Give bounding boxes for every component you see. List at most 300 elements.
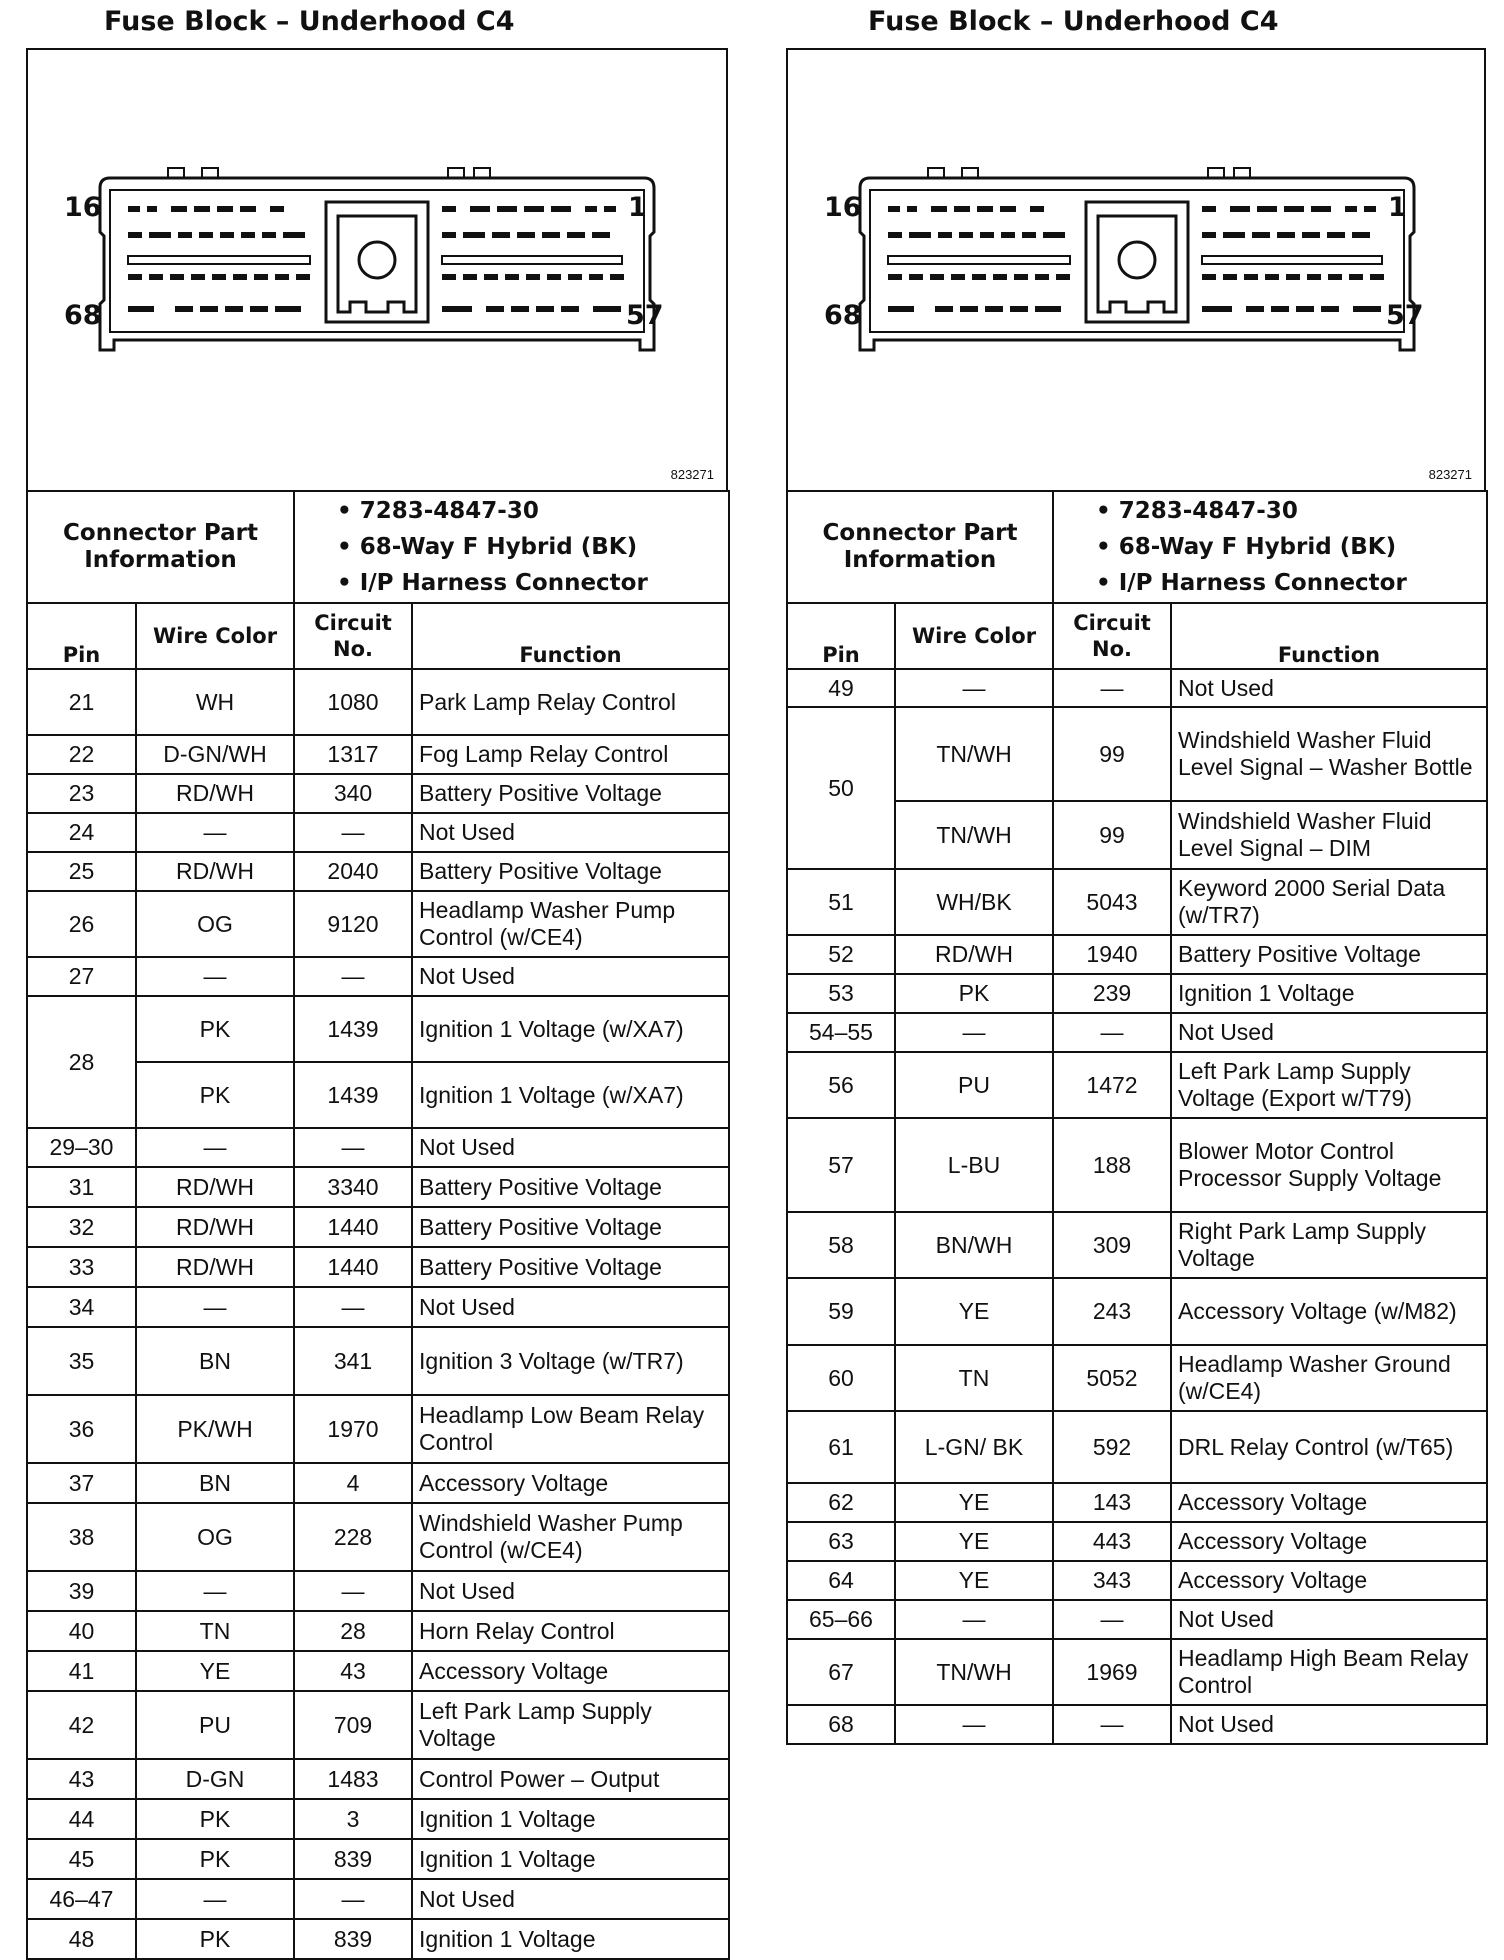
pin-cell: 40 <box>27 1611 136 1651</box>
pin-bar <box>442 256 622 264</box>
header-circuit-no: Circuit No. <box>1053 603 1171 669</box>
pin-slot <box>1286 274 1300 280</box>
pin-slot <box>888 232 902 238</box>
pin-slot <box>1010 306 1028 312</box>
function-cell: Blower Motor Control Processor Supply Voltage <box>1171 1118 1487 1212</box>
connector-face-drawing <box>788 50 1484 490</box>
circuit-cell: 5043 <box>1053 869 1171 935</box>
pin-slot <box>547 274 561 280</box>
function-cell: Accessory Voltage <box>412 1463 729 1503</box>
pin-bar <box>1202 256 1382 264</box>
pin-label-bottom-left: 68 <box>824 300 862 331</box>
pin-cell: 43 <box>27 1759 136 1799</box>
pin-cell: 37 <box>27 1463 136 1503</box>
pin-slot <box>275 306 301 312</box>
circuit-cell: 228 <box>294 1503 412 1571</box>
wire-cell: RD/WH <box>136 774 294 813</box>
wire-cell: D-GN <box>136 1759 294 1799</box>
wire-cell: YE <box>895 1522 1053 1561</box>
pin-cell: 34 <box>27 1287 136 1327</box>
wire-cell: PU <box>136 1691 294 1759</box>
pin-slot <box>568 274 582 280</box>
pin-slot <box>171 206 187 212</box>
pin-slot <box>497 206 517 212</box>
pin-slot <box>1284 206 1304 212</box>
pin-slot <box>128 306 154 312</box>
circuit-cell: — <box>1053 1705 1171 1744</box>
wire-cell: L-GN/ BK <box>895 1411 1053 1483</box>
function-cell: Control Power – Output <box>412 1759 729 1799</box>
pin-cell: 48 <box>27 1919 136 1959</box>
pin-slot <box>241 232 255 238</box>
pin-slot <box>1035 306 1061 312</box>
pin-bar <box>888 256 1070 264</box>
function-cell: Accessory Voltage (w/M82) <box>1171 1278 1487 1345</box>
pin-slot <box>1244 274 1258 280</box>
pin-slot <box>233 274 247 280</box>
pin-slot <box>536 306 554 312</box>
wire-cell: TN/WH <box>895 801 1053 869</box>
pin-slot <box>1035 274 1049 280</box>
pin-slot <box>486 306 504 312</box>
pin-cell: 35 <box>27 1327 136 1395</box>
circuit-cell: 3340 <box>294 1167 412 1207</box>
pin-slot <box>250 306 268 312</box>
pin-slot <box>888 306 914 312</box>
pin-slot <box>1001 232 1015 238</box>
function-cell: Not Used <box>1171 1705 1487 1744</box>
wire-cell: PK <box>136 1919 294 1959</box>
pin-slot <box>442 232 456 238</box>
function-cell: Windshield Washer Pump Control (w/CE4) <box>412 1503 729 1571</box>
function-cell: Ignition 1 Voltage <box>412 1799 729 1839</box>
pin-slot <box>561 306 579 312</box>
circuit-cell: 309 <box>1053 1212 1171 1278</box>
pin-bar <box>128 256 310 264</box>
pin-label-top-left: 16 <box>824 192 862 223</box>
circuit-cell: 188 <box>1053 1118 1171 1212</box>
pin-slot <box>442 306 472 312</box>
pin-cell: 67 <box>787 1639 895 1705</box>
function-cell: Accessory Voltage <box>1171 1561 1487 1600</box>
pin-label-bottom-right: 57 <box>1386 300 1424 331</box>
pin-slot <box>1223 232 1245 238</box>
pin-slot <box>1370 274 1384 280</box>
pin-slot <box>604 206 616 212</box>
wire-cell: RD/WH <box>136 1167 294 1207</box>
pin-slot <box>938 232 952 238</box>
pin-slot <box>567 232 585 238</box>
pin-slot <box>985 306 1003 312</box>
function-cell: Left Park Lamp Supply Voltage (Export w/T79) <box>1171 1052 1487 1118</box>
function-cell: Ignition 3 Voltage (w/TR7) <box>412 1327 729 1395</box>
pin-label-top-right: 1 <box>628 192 647 223</box>
pin-slot <box>270 206 284 212</box>
left-panel-title: Fuse Block – Underhood C4 <box>104 6 515 37</box>
circuit-cell: 1969 <box>1053 1639 1171 1705</box>
wire-cell: OG <box>136 1503 294 1571</box>
circuit-cell: 1439 <box>294 996 412 1062</box>
pin-slot <box>275 274 289 280</box>
wire-cell: BN <box>136 1463 294 1503</box>
circuit-cell: 5052 <box>1053 1345 1171 1411</box>
function-cell: Ignition 1 Voltage <box>412 1839 729 1879</box>
pin-slot <box>200 306 218 312</box>
wire-cell: YE <box>895 1278 1053 1345</box>
circuit-cell: — <box>294 1287 412 1327</box>
pin-cell: 68 <box>787 1705 895 1744</box>
function-cell: DRL Relay Control (w/T65) <box>1171 1411 1487 1483</box>
pin-slot <box>149 232 171 238</box>
circuit-cell: 4 <box>294 1463 412 1503</box>
circuit-cell: 99 <box>1053 801 1171 869</box>
wire-cell: TN/WH <box>895 707 1053 801</box>
function-cell: Right Park Lamp Supply Voltage <box>1171 1212 1487 1278</box>
wire-cell: — <box>136 1287 294 1327</box>
wire-cell: PK <box>136 996 294 1062</box>
wire-cell: OG <box>136 891 294 957</box>
pin-slot <box>1056 274 1070 280</box>
pin-slot <box>1000 206 1016 212</box>
wire-cell: YE <box>895 1561 1053 1600</box>
figure-id: 823271 <box>1428 467 1472 482</box>
function-cell: Ignition 1 Voltage (w/XA7) <box>412 996 729 1062</box>
figure-id: 823271 <box>670 467 714 482</box>
wire-cell: — <box>895 1013 1053 1052</box>
pin-slot <box>1352 232 1370 238</box>
pin-slot <box>524 206 544 212</box>
wire-cell: PU <box>895 1052 1053 1118</box>
wire-cell: WH/BK <box>895 869 1053 935</box>
pin-slot <box>980 232 994 238</box>
circuit-cell: 592 <box>1053 1411 1171 1483</box>
circuit-cell: 443 <box>1053 1522 1171 1561</box>
pin-slot <box>1030 206 1044 212</box>
wire-cell: — <box>136 813 294 852</box>
function-cell: Not Used <box>1171 1600 1487 1639</box>
pin-cell: 58 <box>787 1212 895 1278</box>
pin-slot <box>442 274 456 280</box>
pin-cell: 52 <box>787 935 895 974</box>
circuit-cell: — <box>294 1128 412 1167</box>
function-cell: Accessory Voltage <box>412 1651 729 1691</box>
function-cell: Not Used <box>412 1879 729 1919</box>
pin-slot <box>1257 206 1277 212</box>
circuit-cell: 1080 <box>294 669 412 735</box>
pin-slot <box>993 274 1007 280</box>
function-cell: Accessory Voltage <box>1171 1522 1487 1561</box>
pin-slot <box>212 274 226 280</box>
pin-cell: 45 <box>27 1839 136 1879</box>
function-cell: Park Lamp Relay Control <box>412 669 729 735</box>
pin-slot <box>907 206 917 212</box>
function-cell: Battery Positive Voltage <box>412 1207 729 1247</box>
pin-cell: 49 <box>787 669 895 707</box>
pin-slot <box>909 232 931 238</box>
center-key-outer <box>1086 202 1188 322</box>
header-pin: Pin <box>787 603 895 669</box>
circuit-cell: — <box>294 1571 412 1611</box>
circuit-cell: 243 <box>1053 1278 1171 1345</box>
function-cell: Fog Lamp Relay Control <box>412 735 729 774</box>
pin-cell: 56 <box>787 1052 895 1118</box>
function-cell: Not Used <box>412 1128 729 1167</box>
pin-cell: 62 <box>787 1483 895 1522</box>
function-cell: Not Used <box>412 1287 729 1327</box>
pin-slot <box>1307 274 1321 280</box>
circuit-cell: 1440 <box>294 1247 412 1287</box>
pin-slot <box>217 206 233 212</box>
circuit-cell: 839 <box>294 1839 412 1879</box>
wire-cell: — <box>895 1705 1053 1744</box>
circuit-cell: 143 <box>1053 1483 1171 1522</box>
pin-cell: 53 <box>787 974 895 1013</box>
part-number: 7283-4847-30 <box>1118 498 1298 524</box>
wire-cell: TN <box>136 1611 294 1651</box>
pin-slot <box>149 274 163 280</box>
circuit-cell: 1439 <box>294 1062 412 1128</box>
pin-slot <box>1014 274 1028 280</box>
pin-slot <box>1271 306 1289 312</box>
pin-cell: 57 <box>787 1118 895 1212</box>
connector-part-info: • 7283-4847-30 • 68-Way F Hybrid (BK) • I/P Harness Connector <box>294 491 729 603</box>
pin-slot <box>170 274 184 280</box>
wire-cell: RD/WH <box>136 852 294 891</box>
circuit-cell: — <box>294 813 412 852</box>
pin-slot <box>1202 206 1216 212</box>
pin-slot <box>1230 206 1250 212</box>
circuit-cell: 340 <box>294 774 412 813</box>
wire-cell: PK <box>136 1062 294 1128</box>
pin-slot <box>1327 232 1345 238</box>
wire-cell: YE <box>136 1651 294 1691</box>
wire-cell: RD/WH <box>895 935 1053 974</box>
wire-cell: — <box>895 1600 1053 1639</box>
center-key-hole <box>1119 242 1155 278</box>
function-cell: Not Used <box>1171 669 1487 707</box>
pin-slot <box>592 232 610 238</box>
pin-slot <box>593 306 621 312</box>
pin-cell: 60 <box>787 1345 895 1411</box>
pin-slot <box>1223 274 1237 280</box>
pin-cell: 29–30 <box>27 1128 136 1167</box>
pin-cell: 59 <box>787 1278 895 1345</box>
pin-slot <box>1246 306 1264 312</box>
function-cell: Battery Positive Voltage <box>412 1247 729 1287</box>
pin-slot <box>128 274 142 280</box>
pin-cell: 23 <box>27 774 136 813</box>
circuit-cell: 1483 <box>294 1759 412 1799</box>
function-cell: Not Used <box>412 1571 729 1611</box>
wire-cell: YE <box>895 1483 1053 1522</box>
harness-name: I/P Harness Connector <box>359 570 648 596</box>
left-connector-diagram <box>26 48 728 492</box>
pin-slot <box>262 232 276 238</box>
pin-slot <box>1043 232 1065 238</box>
pin-cell: 28 <box>27 996 136 1128</box>
pin-cell: 39 <box>27 1571 136 1611</box>
harness-name: I/P Harness Connector <box>1118 570 1407 596</box>
pin-slot <box>1353 306 1381 312</box>
pin-slot <box>526 274 540 280</box>
pin-slot <box>194 206 210 212</box>
header-function: Function <box>412 603 729 669</box>
pin-slot <box>935 306 953 312</box>
pin-slot <box>1349 274 1363 280</box>
header-wire-color: Wire Color <box>895 603 1053 669</box>
connector-type: 68-Way F Hybrid (BK) <box>359 534 638 560</box>
pin-slot <box>1328 274 1342 280</box>
pin-cell: 65–66 <box>787 1600 895 1639</box>
connector-type: 68-Way F Hybrid (BK) <box>1118 534 1397 560</box>
circuit-cell: 2040 <box>294 852 412 891</box>
center-key-hole <box>359 242 395 278</box>
circuit-cell: 3 <box>294 1799 412 1839</box>
function-cell: Headlamp Washer Pump Control (w/CE4) <box>412 891 729 957</box>
wire-cell: TN <box>895 1345 1053 1411</box>
function-cell: Windshield Washer Fluid Level Signal – DIM <box>1171 801 1487 869</box>
pin-slot <box>1321 306 1339 312</box>
pin-cell: 54–55 <box>787 1013 895 1052</box>
pin-slot <box>1345 206 1357 212</box>
pin-slot <box>442 206 456 212</box>
pin-slot <box>1252 232 1270 238</box>
pin-slot <box>1364 206 1376 212</box>
pin-slot <box>888 274 902 280</box>
pin-slot <box>589 274 603 280</box>
pin-slot <box>128 206 140 212</box>
pin-cell: 64 <box>787 1561 895 1600</box>
circuit-cell: — <box>294 1879 412 1919</box>
pin-slot <box>517 232 535 238</box>
circuit-cell: — <box>1053 669 1171 707</box>
pin-cell: 25 <box>27 852 136 891</box>
pin-cell: 61 <box>787 1411 895 1483</box>
right-panel-title: Fuse Block – Underhood C4 <box>868 6 1279 37</box>
circuit-cell: 839 <box>294 1919 412 1959</box>
wire-cell: RD/WH <box>136 1207 294 1247</box>
circuit-cell: — <box>1053 1600 1171 1639</box>
pin-slot <box>1311 206 1331 212</box>
pin-slot <box>191 274 205 280</box>
pin-slot <box>240 206 256 212</box>
part-number: 7283-4847-30 <box>359 498 539 524</box>
wire-cell: — <box>136 957 294 996</box>
pin-slot <box>959 232 973 238</box>
function-cell: Accessory Voltage <box>1171 1483 1487 1522</box>
right-connector-diagram <box>786 48 1486 492</box>
function-cell: Ignition 1 Voltage <box>1171 974 1487 1013</box>
wire-cell: PK <box>136 1839 294 1879</box>
pin-label-bottom-right: 57 <box>626 300 664 331</box>
pin-cell: 38 <box>27 1503 136 1571</box>
pin-slot <box>1265 274 1279 280</box>
pin-slot <box>585 206 597 212</box>
function-cell: Headlamp Low Beam Relay Control <box>412 1395 729 1463</box>
function-cell: Ignition 1 Voltage <box>412 1919 729 1959</box>
pin-slot <box>484 274 498 280</box>
pin-slot <box>888 206 900 212</box>
circuit-cell: 1472 <box>1053 1052 1171 1118</box>
circuit-cell: — <box>294 957 412 996</box>
circuit-cell: 1940 <box>1053 935 1171 974</box>
pin-cell: 63 <box>787 1522 895 1561</box>
circuit-cell: 1440 <box>294 1207 412 1247</box>
pin-slot <box>178 232 192 238</box>
pin-slot <box>1302 232 1320 238</box>
pin-slot <box>1296 306 1314 312</box>
pin-slot <box>220 232 234 238</box>
pin-cell: 26 <box>27 891 136 957</box>
pin-slot <box>1277 232 1295 238</box>
pin-slot <box>470 206 490 212</box>
pin-slot <box>1202 306 1232 312</box>
pin-slot <box>951 274 965 280</box>
function-cell: Keyword 2000 Serial Data (w/TR7) <box>1171 869 1487 935</box>
center-key-inner <box>338 216 416 312</box>
wire-cell: PK <box>136 1799 294 1839</box>
connector-part-label: Connector Part Information <box>787 491 1053 603</box>
function-cell: Windshield Washer Fluid Level Signal – Washer Bottle <box>1171 707 1487 801</box>
pin-slot <box>296 274 310 280</box>
connector-face-drawing <box>28 50 726 490</box>
pin-cell: 46–47 <box>27 1879 136 1919</box>
header-circuit-no: Circuit No. <box>294 603 412 669</box>
pin-slot <box>463 232 485 238</box>
pin-cell: 21 <box>27 669 136 735</box>
function-cell: Ignition 1 Voltage (w/XA7) <box>412 1062 729 1128</box>
function-cell: Headlamp High Beam Relay Control <box>1171 1639 1487 1705</box>
pin-cell: 22 <box>27 735 136 774</box>
left-pinout-table <box>26 490 730 1960</box>
wire-cell: PK <box>895 974 1053 1013</box>
function-cell: Battery Positive Voltage <box>412 774 729 813</box>
pin-slot <box>505 274 519 280</box>
pin-cell: 41 <box>27 1651 136 1691</box>
wire-cell: TN/WH <box>895 1639 1053 1705</box>
function-cell: Battery Positive Voltage <box>412 852 729 891</box>
function-cell: Not Used <box>412 813 729 852</box>
pin-slot <box>492 232 510 238</box>
center-key-inner <box>1098 216 1176 312</box>
pin-slot <box>930 274 944 280</box>
connector-part-info: • 7283-4847-30 • 68-Way F Hybrid (BK) • I/P Harness Connector <box>1053 491 1487 603</box>
pin-slot <box>254 274 268 280</box>
pin-cell: 36 <box>27 1395 136 1463</box>
connector-part-label: Connector Part Information <box>27 491 294 603</box>
function-cell: Not Used <box>412 957 729 996</box>
pin-label-bottom-left: 68 <box>64 300 102 331</box>
circuit-cell: 343 <box>1053 1561 1171 1600</box>
wire-cell: — <box>136 1879 294 1919</box>
pin-cell: 24 <box>27 813 136 852</box>
pin-slot <box>909 274 923 280</box>
pin-slot <box>1202 274 1216 280</box>
circuit-cell: — <box>1053 1013 1171 1052</box>
pin-slot <box>610 274 624 280</box>
circuit-cell: 239 <box>1053 974 1171 1013</box>
pin-slot <box>147 206 157 212</box>
circuit-cell: 99 <box>1053 707 1171 801</box>
pin-slot <box>1022 232 1036 238</box>
pin-slot <box>225 306 243 312</box>
pin-slot <box>1202 232 1216 238</box>
pin-slot <box>954 206 970 212</box>
header-wire-color: Wire Color <box>136 603 294 669</box>
function-cell: Battery Positive Voltage <box>1171 935 1487 974</box>
center-key-outer <box>326 202 428 322</box>
wire-cell: — <box>136 1571 294 1611</box>
